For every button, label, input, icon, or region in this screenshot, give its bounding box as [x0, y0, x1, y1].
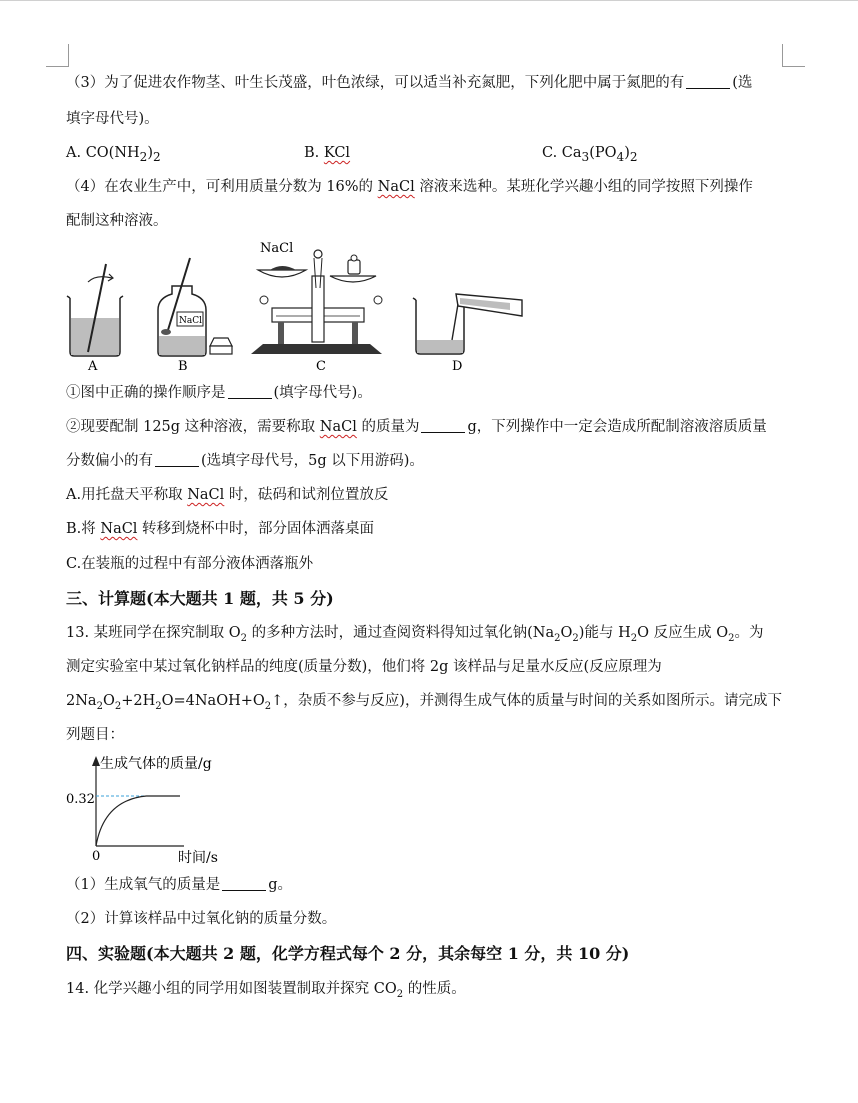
q13-line3: $2Na_2O_2+2H_2O=4NaOH+O_2↑$，杂质不参与反应)，并测得生成气体的质量与时间的关系如图所示。请完成下: [66, 693, 782, 712]
bottle-label: NaCl: [179, 316, 203, 326]
crop-mark-right: [782, 44, 805, 67]
nacl-term: NaCl: [377, 179, 415, 195]
q4-error-blank[interactable]: [155, 452, 199, 467]
q4-line2: 配制这种溶液。: [66, 213, 168, 229]
chart-ylabel: 生成气体的质量/g: [100, 756, 212, 772]
q4-option-b: B.将 NaCl 转移到烧杯中时，部分固体洒落桌面: [66, 521, 375, 537]
q13-line2: 测定实验室中某过氧化钠样品的纯度(质量分数)，他们将 2g 该样品与足量水反应(反应原理为: [66, 659, 662, 675]
q13-sub1: （1）生成氧气的质量是 g。: [66, 877, 293, 893]
q4-sub1: ①图中正确的操作顺序是 (填字母代号)。: [66, 385, 372, 401]
q3-line2: [66, 108, 782, 130]
figure-label-a: A: [88, 359, 98, 374]
crop-mark-left: [46, 44, 69, 67]
q13-sub2: （2）计算该样品中过氧化钠的质量分数。: [66, 911, 337, 927]
q4-line1: （4）在农业生产中，可利用质量分数为 16%的 NaCl 溶液来选种。某班化学兴趣小组的同学按照下列操作: [66, 179, 753, 195]
q13-oxygen-blank[interactable]: [222, 876, 266, 891]
section4-heading: 四、实验题(本大题共 2 题，化学方程式每个 2 分，其余每空 1 分，共 10 分): [66, 944, 630, 963]
figure-c-balance: [251, 241, 382, 374]
balance-nacl-label: NaCl: [260, 241, 294, 256]
gas-mass-chart: [60, 750, 260, 870]
figure-label-c: C: [316, 359, 326, 374]
q3-option-b: B. KCl: [304, 145, 351, 161]
figure-a-stirring-beaker: [67, 264, 123, 374]
solution-prep-figure: [60, 236, 540, 376]
q3-text2: 填字母代号)。: [66, 111, 159, 127]
q3-text: （3）为了促进农作物茎、叶生长茂盛，叶色浓绿，可以适当补充氮肥，下列化肥中属于氮肥的有: [66, 75, 685, 91]
q4-option-c: C.在装瓶的过程中有部分液体洒落瓶外: [66, 556, 314, 572]
figure-label-d: D: [452, 359, 463, 374]
q4-option-a: A.用托盘天平称取 NaCl 时，砝码和试剂位置放反: [66, 487, 389, 503]
figure-b-reagent-bottle: [158, 258, 232, 374]
q3-text-tail: (选: [732, 75, 753, 91]
q13-line4: 列题目：: [66, 727, 124, 743]
chart-series-line: [96, 796, 180, 846]
chart-xlabel: 时间/s: [178, 850, 218, 866]
figure-d-pouring: [413, 294, 522, 374]
q3-answer-blank[interactable]: [686, 74, 730, 89]
q13-line1: 13. 某班同学在探究制取 $O_2$ 的多种方法时，通过查阅资料得知过氧化钠$(Na_2O_2)$能与 $H_2O$ 反应生成 $O_2$。为: [66, 625, 764, 644]
q4-order-blank[interactable]: [228, 384, 272, 399]
q4-sub2-line1: ②现要配制 125g 这种溶液，需要称取 NaCl 的质量为 g，下列操作中一定会造成所配制溶液溶质质量: [66, 419, 767, 435]
q4-mass-blank[interactable]: [421, 418, 465, 433]
q3-line1: [66, 72, 782, 94]
chart-y-tick-label: 0.32: [66, 792, 95, 807]
q3-option-c: C. $Ca_3(PO_4)_2$: [542, 145, 638, 164]
q3-option-a: A. $CO(NH_2)_2$: [66, 145, 161, 164]
page-top-border: [0, 0, 858, 1]
figure-label-b: B: [178, 359, 188, 374]
section3-heading: 三、计算题(本大题共 1 题，共 5 分): [66, 589, 334, 608]
q4-sub2-line2: 分数偏小的有 (选填字母代号，5g 以下用游码)。: [66, 453, 424, 469]
chart-origin-label: 0: [92, 849, 101, 864]
q14-line1: 14. 化学兴趣小组的同学用如图装置制取并探究 $CO_2$ 的性质。: [66, 981, 466, 1000]
